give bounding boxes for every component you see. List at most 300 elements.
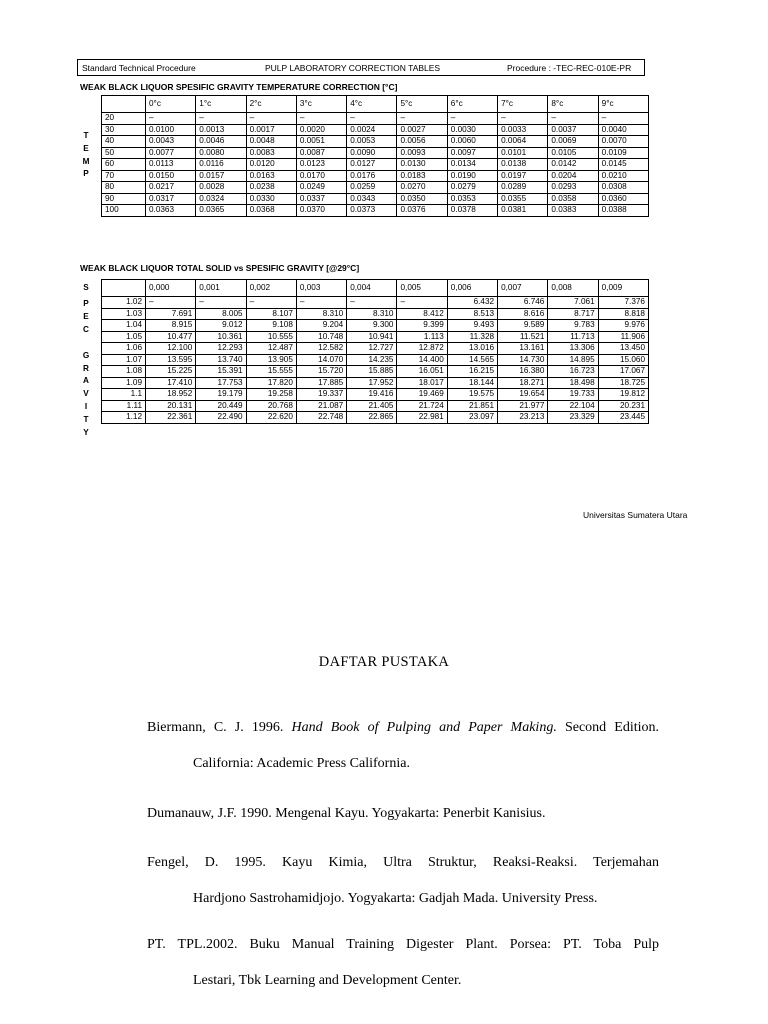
table-cell: 17.410 bbox=[146, 377, 196, 389]
column-header: 0°c bbox=[146, 96, 196, 113]
table-cell: 0.0183 bbox=[397, 170, 447, 182]
temperature-correction-table bbox=[101, 95, 649, 217]
table-cell: 13.595 bbox=[146, 354, 196, 366]
table-cell: 9.589 bbox=[498, 320, 548, 332]
table-cell: 0.0176 bbox=[347, 170, 397, 182]
table-cell: 0.0046 bbox=[196, 136, 246, 148]
table-cell: 0.0378 bbox=[447, 205, 497, 217]
corner-cell bbox=[102, 96, 146, 113]
table-cell: 21.087 bbox=[296, 400, 346, 412]
table-row bbox=[102, 124, 649, 136]
table-cell: 0.0210 bbox=[598, 170, 648, 182]
table-cell: 0.0279 bbox=[447, 182, 497, 194]
table-cell: 18.952 bbox=[146, 389, 196, 401]
table-row bbox=[102, 412, 649, 424]
column-header: 6°c bbox=[447, 96, 497, 113]
table-cell: 0.0051 bbox=[296, 136, 346, 148]
table-cell: – bbox=[548, 113, 598, 125]
table-cell: 0.0373 bbox=[347, 205, 397, 217]
column-header: 0,002 bbox=[246, 280, 296, 297]
table-cell: 20.131 bbox=[146, 400, 196, 412]
table-row bbox=[102, 113, 649, 125]
row-label: 70 bbox=[102, 170, 146, 182]
entry-line bbox=[147, 710, 659, 746]
table-cell: 0.0013 bbox=[196, 124, 246, 136]
table-cell: 0.0355 bbox=[498, 193, 548, 205]
entry-continuation: California: Academic Press California. bbox=[193, 756, 410, 771]
table-cell: 0.0238 bbox=[246, 182, 296, 194]
table-cell: 14.730 bbox=[498, 354, 548, 366]
table-cell: 0.0130 bbox=[397, 159, 447, 171]
row-label: 1.08 bbox=[102, 366, 146, 378]
s-label: S bbox=[83, 283, 89, 292]
table-cell: 14.070 bbox=[296, 354, 346, 366]
row-label: 40 bbox=[102, 136, 146, 148]
table-cell: 0.0293 bbox=[548, 182, 598, 194]
entry-line bbox=[147, 927, 659, 963]
table-cell: 9.399 bbox=[397, 320, 447, 332]
table-cell: 14.400 bbox=[397, 354, 447, 366]
row-label: 80 bbox=[102, 182, 146, 194]
table-cell: 0.0087 bbox=[296, 147, 346, 159]
column-header: 0,001 bbox=[196, 280, 246, 297]
column-header: 0,006 bbox=[447, 280, 497, 297]
table-cell: 0.0337 bbox=[296, 193, 346, 205]
table-cell: 12.727 bbox=[347, 343, 397, 355]
table-cell: 0.0370 bbox=[296, 205, 346, 217]
table-cell: 0.0020 bbox=[296, 124, 346, 136]
table2-caption: WEAK BLACK LIQUOR TOTAL SOLID vs SPESIFIC GRAVITY [@29°C] bbox=[80, 263, 360, 273]
side-letter: T bbox=[83, 131, 89, 140]
column-header: 0,005 bbox=[397, 280, 447, 297]
table-cell: 0.0365 bbox=[196, 205, 246, 217]
table-cell: 22.620 bbox=[246, 412, 296, 424]
table-cell: 0.0040 bbox=[598, 124, 648, 136]
table-cell: 8.107 bbox=[246, 308, 296, 320]
table-cell: 0.0123 bbox=[296, 159, 346, 171]
table-row bbox=[102, 400, 649, 412]
table-cell: 22.865 bbox=[347, 412, 397, 424]
table1-caption: WEAK BLACK LIQUOR SPESIFIC GRAVITY TEMPERATURE CORRECTION [°C] bbox=[80, 82, 398, 92]
row-label: 1.02 bbox=[102, 297, 146, 309]
row-label: 1.1 bbox=[102, 389, 146, 401]
side-letter: V bbox=[83, 389, 89, 399]
table-cell: 0.0170 bbox=[296, 170, 346, 182]
table-cell: 0.0127 bbox=[347, 159, 397, 171]
table-cell: 0.0037 bbox=[548, 124, 598, 136]
header-right: Procedure : -TEC-REC-010E-PR bbox=[507, 63, 632, 73]
table-cell: 0.0024 bbox=[347, 124, 397, 136]
table-cell: 0.0343 bbox=[347, 193, 397, 205]
table-row bbox=[102, 182, 649, 194]
table-cell: 16.215 bbox=[447, 366, 497, 378]
table-cell: 17.885 bbox=[296, 377, 346, 389]
table-row bbox=[102, 297, 649, 309]
entry-text: Second Edition. bbox=[556, 720, 659, 735]
table-cell: 9.204 bbox=[296, 320, 346, 332]
row-label: 90 bbox=[102, 193, 146, 205]
table-cell: 0.0116 bbox=[196, 159, 246, 171]
table-cell: 14.565 bbox=[447, 354, 497, 366]
column-header: 0,000 bbox=[146, 280, 196, 297]
table-cell: 9.493 bbox=[447, 320, 497, 332]
entry-continuation: Hardjono Sastrohamidjojo. Yogyakarta: Gadjah Mada. University Press. bbox=[193, 891, 598, 906]
table-cell: 16.723 bbox=[548, 366, 598, 378]
table-cell: 12.100 bbox=[146, 343, 196, 355]
table-cell: 8.005 bbox=[196, 308, 246, 320]
table-row bbox=[102, 170, 649, 182]
table-cell: 0.0109 bbox=[598, 147, 648, 159]
table-cell: 11.906 bbox=[598, 331, 648, 343]
table-cell: 8.915 bbox=[146, 320, 196, 332]
table-cell: 0.0249 bbox=[296, 182, 346, 194]
column-header: 0,008 bbox=[548, 280, 598, 297]
table-cell: – bbox=[296, 113, 346, 125]
table-cell: 15.225 bbox=[146, 366, 196, 378]
table-row bbox=[102, 147, 649, 159]
table-row bbox=[102, 205, 649, 217]
table-cell: 0.0197 bbox=[498, 170, 548, 182]
table-cell: 10.748 bbox=[296, 331, 346, 343]
table-cell: 22.981 bbox=[397, 412, 447, 424]
side-letter: P bbox=[83, 169, 89, 179]
table-cell: 12.487 bbox=[246, 343, 296, 355]
table-cell: 7.691 bbox=[146, 308, 196, 320]
table-cell: – bbox=[296, 297, 346, 309]
side-letter: I bbox=[84, 402, 88, 412]
table-row bbox=[102, 343, 649, 355]
table-cell: 13.161 bbox=[498, 343, 548, 355]
table-cell: 0.0217 bbox=[146, 182, 196, 194]
bibliography-title: DAFTAR PUSTAKA bbox=[318, 654, 450, 670]
table-cell: 0.0033 bbox=[498, 124, 548, 136]
table-cell: 14.235 bbox=[347, 354, 397, 366]
row-label: 60 bbox=[102, 159, 146, 171]
table-cell: 6.432 bbox=[447, 297, 497, 309]
entry-text: Biermann, C. J. 1996. bbox=[147, 720, 292, 735]
table-cell: 0.0360 bbox=[598, 193, 648, 205]
table-cell: 0.0070 bbox=[598, 136, 648, 148]
row-label: 100 bbox=[102, 205, 146, 217]
table-cell: 9.976 bbox=[598, 320, 648, 332]
table-cell: 16.380 bbox=[498, 366, 548, 378]
table-cell: 23.329 bbox=[548, 412, 598, 424]
table-cell: 0.0358 bbox=[548, 193, 598, 205]
table-cell: 7.061 bbox=[548, 297, 598, 309]
column-header: 2°c bbox=[246, 96, 296, 113]
table-cell: 0.0105 bbox=[548, 147, 598, 159]
table-cell: 8.818 bbox=[598, 308, 648, 320]
table-cell: 17.952 bbox=[347, 377, 397, 389]
table-cell: 18.144 bbox=[447, 377, 497, 389]
column-header: 8°c bbox=[548, 96, 598, 113]
column-header: 7°c bbox=[498, 96, 548, 113]
table-cell: 0.0080 bbox=[196, 147, 246, 159]
procedure-header bbox=[77, 59, 645, 76]
table-cell: 0.0138 bbox=[498, 159, 548, 171]
table-cell: 0.0028 bbox=[196, 182, 246, 194]
column-header: 5°c bbox=[397, 96, 447, 113]
row-label: 1.07 bbox=[102, 354, 146, 366]
entry-continuation: Lestari, Tbk Learning and Development Center. bbox=[193, 973, 462, 988]
table-cell: 12.582 bbox=[296, 343, 346, 355]
table-row bbox=[102, 366, 649, 378]
table-cell: 8.513 bbox=[447, 308, 497, 320]
row-label: 1.03 bbox=[102, 308, 146, 320]
table-cell: 18.725 bbox=[598, 377, 648, 389]
entry-text: Fengel, D. 1995. Kayu Kimia, Ultra Struktur, Reaksi-Reaksi. Terjemahan bbox=[147, 855, 659, 870]
entry-line bbox=[147, 796, 659, 832]
table-cell: 8.310 bbox=[296, 308, 346, 320]
table-cell: 0.0113 bbox=[146, 159, 196, 171]
table-cell: 0.0030 bbox=[447, 124, 497, 136]
table-cell: 0.0064 bbox=[498, 136, 548, 148]
table-cell: 0.0317 bbox=[146, 193, 196, 205]
table-cell: 21.977 bbox=[498, 400, 548, 412]
table-cell: 8.717 bbox=[548, 308, 598, 320]
table-cell: 0.0383 bbox=[548, 205, 598, 217]
side-letter: C bbox=[83, 324, 89, 334]
side-letter: R bbox=[83, 363, 89, 373]
table-cell: 13.016 bbox=[447, 343, 497, 355]
table-cell: 19.337 bbox=[296, 389, 346, 401]
table-row bbox=[102, 193, 649, 205]
column-header: 0,003 bbox=[296, 280, 346, 297]
entry-text: PT. TPL.2002. Buku Manual Training Digester Plant. Porsea: PT. Toba Pulp bbox=[147, 937, 659, 952]
table-cell: – bbox=[598, 113, 648, 125]
table-cell: 19.733 bbox=[548, 389, 598, 401]
table-cell: 0.0060 bbox=[447, 136, 497, 148]
side-letter: A bbox=[83, 376, 89, 386]
bibliography-entry bbox=[147, 845, 659, 917]
table-cell: 11.713 bbox=[548, 331, 598, 343]
table-cell: 23.445 bbox=[598, 412, 648, 424]
table-cell: 20.449 bbox=[196, 400, 246, 412]
table-cell: 0.0381 bbox=[498, 205, 548, 217]
column-header: 4°c bbox=[347, 96, 397, 113]
table-cell: 15.720 bbox=[296, 366, 346, 378]
corner-cell bbox=[102, 280, 146, 297]
table-cell: 15.555 bbox=[246, 366, 296, 378]
row-label: 1.11 bbox=[102, 400, 146, 412]
table-cell: 18.017 bbox=[397, 377, 447, 389]
table-cell: 15.391 bbox=[196, 366, 246, 378]
table-cell: 0.0368 bbox=[246, 205, 296, 217]
table-cell: 0.0330 bbox=[246, 193, 296, 205]
table-cell: 10.477 bbox=[146, 331, 196, 343]
table-row bbox=[102, 331, 649, 343]
table-cell: – bbox=[196, 297, 246, 309]
side-letter: E bbox=[83, 143, 89, 153]
table-cell: 19.416 bbox=[347, 389, 397, 401]
table-row bbox=[102, 136, 649, 148]
institution-footer: Universitas Sumatera Utara bbox=[583, 510, 688, 520]
table-cell: 0.0259 bbox=[347, 182, 397, 194]
table-cell: – bbox=[246, 113, 296, 125]
table-cell: 0.0056 bbox=[397, 136, 447, 148]
table-cell: 0.0043 bbox=[146, 136, 196, 148]
table-cell: 0.0150 bbox=[146, 170, 196, 182]
table-cell: 16.051 bbox=[397, 366, 447, 378]
table-cell: 23.213 bbox=[498, 412, 548, 424]
bibliography-entry bbox=[147, 710, 659, 782]
table-cell: 13.905 bbox=[246, 354, 296, 366]
entry-line bbox=[147, 845, 659, 881]
table-cell: 12.872 bbox=[397, 343, 447, 355]
table-cell: 0.0145 bbox=[598, 159, 648, 171]
table-cell: 9.012 bbox=[196, 320, 246, 332]
table-cell: 15.060 bbox=[598, 354, 648, 366]
table-cell: 0.0100 bbox=[146, 124, 196, 136]
table-cell: 19.179 bbox=[196, 389, 246, 401]
table-cell: 20.231 bbox=[598, 400, 648, 412]
table-cell: 19.469 bbox=[397, 389, 447, 401]
table-cell: 0.0077 bbox=[146, 147, 196, 159]
table-cell: – bbox=[146, 113, 196, 125]
table-cell: 0.0157 bbox=[196, 170, 246, 182]
table-cell: 10.361 bbox=[196, 331, 246, 343]
table-cell: 0.0048 bbox=[246, 136, 296, 148]
table-cell: 19.812 bbox=[598, 389, 648, 401]
table-cell: – bbox=[347, 113, 397, 125]
column-header: 9°c bbox=[598, 96, 648, 113]
table-cell: 0.0353 bbox=[447, 193, 497, 205]
table-cell: 17.067 bbox=[598, 366, 648, 378]
table-cell: 8.616 bbox=[498, 308, 548, 320]
table-cell: 0.0017 bbox=[246, 124, 296, 136]
table-cell: 15.885 bbox=[347, 366, 397, 378]
table-cell: 22.361 bbox=[146, 412, 196, 424]
entry-book-title: Hand Book of Pulping and Paper Making. bbox=[291, 720, 557, 735]
table-cell: 0.0324 bbox=[196, 193, 246, 205]
table-cell: 9.300 bbox=[347, 320, 397, 332]
side-letter: Y bbox=[83, 428, 89, 437]
table-cell: 20.768 bbox=[246, 400, 296, 412]
table-cell: 12.293 bbox=[196, 343, 246, 355]
bibliography-entry bbox=[147, 796, 659, 832]
table-cell: 21.724 bbox=[397, 400, 447, 412]
table-cell: 21.405 bbox=[347, 400, 397, 412]
table-cell: 9.108 bbox=[246, 320, 296, 332]
row-label: 30 bbox=[102, 124, 146, 136]
table-cell: 0.0204 bbox=[548, 170, 598, 182]
table-cell: 22.490 bbox=[196, 412, 246, 424]
header-left: Standard Technical Procedure bbox=[82, 63, 196, 73]
table-cell: – bbox=[347, 297, 397, 309]
table-cell: 19.575 bbox=[447, 389, 497, 401]
row-label: 1.06 bbox=[102, 343, 146, 355]
table-cell: 17.753 bbox=[196, 377, 246, 389]
row-label: 20 bbox=[102, 113, 146, 125]
table-cell: 0.0388 bbox=[598, 205, 648, 217]
table-row bbox=[102, 389, 649, 401]
table-cell: 0.0308 bbox=[598, 182, 648, 194]
entry-text: Dumanauw, J.F. 1990. Mengenal Kayu. Yogyakarta: Penerbit Kanisius. bbox=[147, 806, 546, 821]
table-cell: – bbox=[498, 113, 548, 125]
table-cell: 19.654 bbox=[498, 389, 548, 401]
table-cell: 6.746 bbox=[498, 297, 548, 309]
table-cell: 13.306 bbox=[548, 343, 598, 355]
side-letter: G bbox=[82, 350, 90, 360]
table-row bbox=[102, 308, 649, 320]
table-cell: 0.0270 bbox=[397, 182, 447, 194]
side-letter: M bbox=[82, 156, 90, 166]
table-cell: 0.0090 bbox=[347, 147, 397, 159]
column-header: 0,004 bbox=[347, 280, 397, 297]
table-row bbox=[102, 354, 649, 366]
table-cell: 7.376 bbox=[598, 297, 648, 309]
column-header: 0,007 bbox=[498, 280, 548, 297]
table-cell: – bbox=[447, 113, 497, 125]
row-label: 1.04 bbox=[102, 320, 146, 332]
table-cell: 9.783 bbox=[548, 320, 598, 332]
total-solid-table bbox=[101, 279, 649, 424]
table-cell: 18.498 bbox=[548, 377, 598, 389]
table-cell: – bbox=[246, 297, 296, 309]
table-cell: 0.0163 bbox=[246, 170, 296, 182]
table-cell: 8.412 bbox=[397, 308, 447, 320]
table-cell: 1.113 bbox=[397, 331, 447, 343]
table-cell: 0.0190 bbox=[447, 170, 497, 182]
side-letter: P bbox=[83, 299, 89, 308]
table-cell: 14.895 bbox=[548, 354, 598, 366]
bibliography-entry bbox=[147, 927, 659, 999]
table-cell: 0.0120 bbox=[246, 159, 296, 171]
row-label: 1.09 bbox=[102, 377, 146, 389]
table-cell: 22.104 bbox=[548, 400, 598, 412]
table-cell: – bbox=[397, 113, 447, 125]
table-cell: 0.0101 bbox=[498, 147, 548, 159]
table-cell: – bbox=[397, 297, 447, 309]
table-cell: 13.450 bbox=[598, 343, 648, 355]
row-label: 1.05 bbox=[102, 331, 146, 343]
table-cell: 0.0097 bbox=[447, 147, 497, 159]
row-label: 1.12 bbox=[102, 412, 146, 424]
table-row bbox=[102, 320, 649, 332]
column-header: 1°c bbox=[196, 96, 246, 113]
table-cell: 22.748 bbox=[296, 412, 346, 424]
table-cell: 11.328 bbox=[447, 331, 497, 343]
table-cell: – bbox=[196, 113, 246, 125]
table-row bbox=[102, 377, 649, 389]
table-cell: 21.851 bbox=[447, 400, 497, 412]
table-cell: 0.0350 bbox=[397, 193, 447, 205]
table-cell: 0.0093 bbox=[397, 147, 447, 159]
table-cell: 23.097 bbox=[447, 412, 497, 424]
side-letter: T bbox=[83, 415, 89, 425]
table-cell: 0.0053 bbox=[347, 136, 397, 148]
table-cell: – bbox=[146, 297, 196, 309]
table-cell: 0.0142 bbox=[548, 159, 598, 171]
table-cell: 0.0069 bbox=[548, 136, 598, 148]
table-cell: 17.820 bbox=[246, 377, 296, 389]
side-letter: E bbox=[83, 311, 89, 321]
table-cell: 18.271 bbox=[498, 377, 548, 389]
table-cell: 10.555 bbox=[246, 331, 296, 343]
table-row bbox=[102, 159, 649, 171]
header-center: PULP LABORATORY CORRECTION TABLES bbox=[265, 63, 441, 73]
table-cell: 19.258 bbox=[246, 389, 296, 401]
table-cell: 0.0027 bbox=[397, 124, 447, 136]
table-cell: 0.0134 bbox=[447, 159, 497, 171]
row-label: 50 bbox=[102, 147, 146, 159]
table-cell: 0.0083 bbox=[246, 147, 296, 159]
table-cell: 0.0363 bbox=[146, 205, 196, 217]
table-cell: 13.740 bbox=[196, 354, 246, 366]
table-cell: 0.0289 bbox=[498, 182, 548, 194]
column-header: 3°c bbox=[296, 96, 346, 113]
table-cell: 11.521 bbox=[498, 331, 548, 343]
